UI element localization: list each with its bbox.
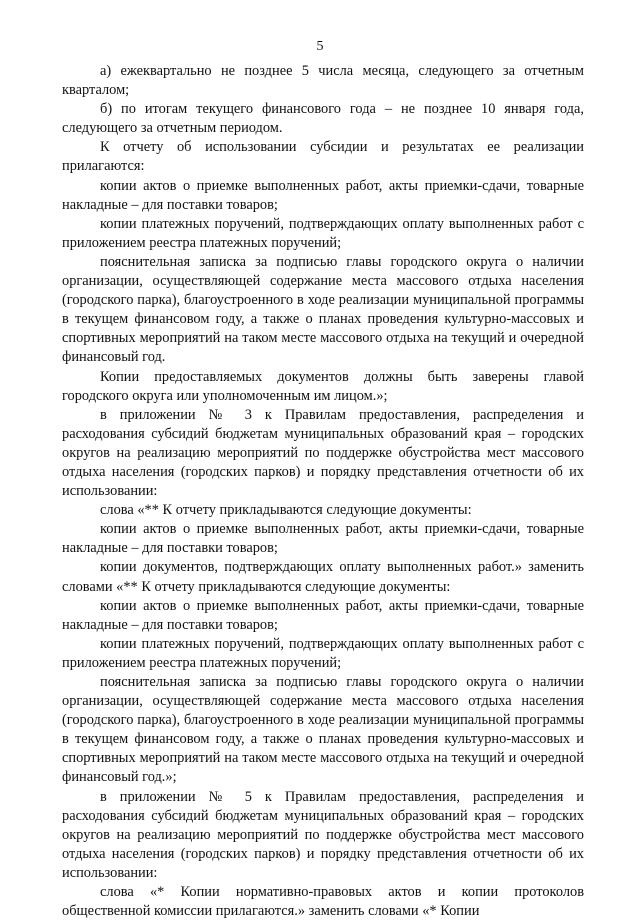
paragraph: копии актов о приемке выполненных работ, акты приемки-сдачи, товарные накладные – для поставки товаров; (62, 521, 584, 557)
paragraph: пояснительная записка за подписью главы городского округа о наличии организации, осуществляющей содержание места массового отдыха населения (городского парка), благоустроенного в ходе реализации муниципальной программы в текущем финансовом году, а также о планах проведения культурно-массовых и спортивных мероприятий на таком месте массового отдыха на текущий и очередной финансовый год.»; (62, 674, 584, 786)
paragraph: копии актов о приемке выполненных работ, акты приемки-сдачи, товарные накладные – для поставки товаров; (62, 177, 584, 213)
paragraph: слова «** К отчету прикладываются следующие документы: (100, 502, 472, 519)
paragraph: копии платежных поручений, подтверждающих оплату выполненных работ с приложением реестра платежных поручений; (62, 215, 584, 251)
paragraph: копии документов, подтверждающих оплату выполненных работ.» заменить словами «** К отчету прикладываются следующие документы: (62, 559, 584, 595)
paragraph: в приложении № 3 к Правилам предоставления, распределения и расходования субсидий бюджетам муниципальных образований края – городских округов на реализацию мероприятий по поддержке обустройства мест массового отдыха населения (городских парков) и порядку представления отчетности об их использовании: (62, 406, 584, 500)
paragraph: слова «* Копии нормативно-правовых актов и копии протоколов общественной комиссии прилагаются.» заменить словами «* Копии (62, 884, 584, 920)
paragraph: Копии предоставляемых документов должны быть заверены главой городского округа или уполномоченным им лицом.»; (62, 368, 584, 404)
paragraph: а) ежеквартально не позднее 5 числа месяца, следующего за отчетным кварталом; (62, 63, 584, 99)
document-body (62, 62, 584, 921)
paragraph: К отчету об использовании субсидии и результатах ее реализации прилагаются: (62, 139, 584, 175)
paragraph: копии актов о приемке выполненных работ, акты приемки-сдачи, товарные накладные – для поставки товаров; (62, 597, 584, 633)
page-number: 5 (316, 39, 324, 54)
paragraph: пояснительная записка за подписью главы городского округа о наличии организации, осуществляющей содержание места массового отдыха населения (городского парка), благоустроенного в ходе реализации муниципальной программы в текущем финансовом году, а также о планах проведения культурно-массовых и спортивных мероприятий на таком месте массового отдыха на текущий и очередной финансовый год. (62, 253, 584, 366)
paragraph: копии платежных поручений, подтверждающих оплату выполненных работ с приложением реестра платежных поручений; (62, 635, 584, 671)
paragraph: б) по итогам текущего финансового года – не позднее 10 января года, следующего за отчетным периодом. (62, 101, 584, 137)
paragraph: в приложении № 5 к Правилам предоставления, распределения и расходования субсидий бюджетам муниципальных образований края – городских округов на реализацию мероприятий по поддержке обустройства мест массового отдыха населения (городских парков) и порядку представления отчетности об их использовании: (62, 788, 584, 881)
